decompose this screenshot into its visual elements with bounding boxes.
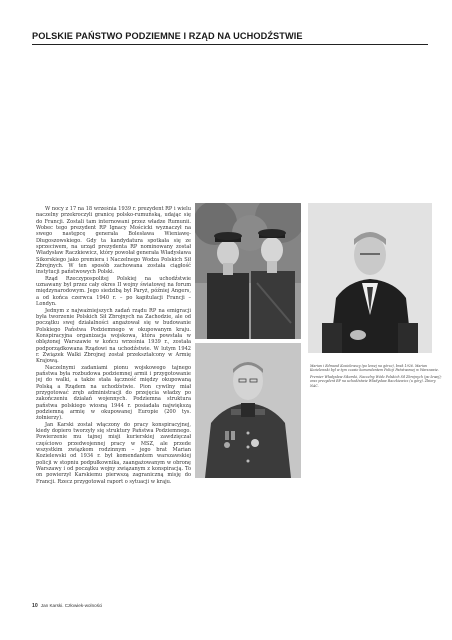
photo-caption [310,364,442,390]
paragraph: Jan Karski został włączony do pracy konspiracyjnej, kiedy dopiero tworzyły się struktury Państwa Podziemnego. Powierzenie mu tajnej misji kurierskiej zawdzięczał częściowo przedwojennej pracy w MSZ, ale przede wszystkim związkom rodzinnym – jego brat Marian Kozielewski od 1934 r. był komendantem warszawskiej policji w stopniu podpułkownika, zaangażowanym w obronę Warszawy i od początku wojny związanym z konspiracją. To on powierzył Karskiemu pierwszą zagraniczną misję do Francji. Rzecz przygotował raport o sytuacji w kraju. [36,421,191,485]
section-title: POLSKIE PAŃSTWO PODZIEMNE I RZĄD NA UCHODŹSTWIE [32,31,303,41]
photo-seated-man [308,203,432,353]
caption-line: Premier Władysław Sikorski, Naczelny Wódz Polskich Sił Zbrojnych (po lewej); oraz prezydent RP na uchodźstwie Władysław Raczkiewicz (u góry). Zbiory NAC. [310,374,442,388]
paragraph: Naczelnymi zadaniami pionu wojskowego tajnego państwa była rozbudowa podziemnej armii i przygotowanie jej do walki, a także stała łączność między okupowaną Polską a Rządem na uchodźstwie. Pion cywilny miał przygotować zręb administracji do przejęcia władzy po zakończeniu działań wojennych. Podziemna struktura państwa polskiego wiosną 1944 r. posiadała największą podziemną armię w okupowanej Europie (200 tys. żołnierzy). [36,364,191,422]
paragraph: Jednym z najważniejszych zadań rządu RP na emigracji była tworzenie Polskich Sił Zbrojnych na Zachodzie, ale od początku swej działalności angażował się w budowanie Polskiego Państwa Podziemnego w okupowanym kraju. Konspiracyjna organizacja wojskowa, która powstała w oblężonej Warszawie w końcu września 1939 r., została podporządkowana Rządowi na uchodźstwie. W lutym 1942 r. Związek Walki Zbrojnej został przekształcony w Armię Krajową. [36,307,191,365]
paragraph: Rząd Rzeczypospolitej Polskiej na uchodźstwie uznawany był przez cały okres II wojny światowej na forum międzynarodowym. Jego siedzibą był Paryż, później Angers, a od końca czerwca 1940 r. – po kapitulacji Francji – Londyn. [36,275,191,308]
caption-line: Marian i Edmund Kozielewscy (po lewej na górze), brak 1926. Marian Kozielewski był w tym czasie komendantem Policji Państwowej w Warszawie. [310,364,439,373]
running-title: Jan Karski. Człowiek-wolności [40,603,103,608]
paragraph: W nocy z 17 na 18 września 1939 r. prezydent RP i wielu naczelny przekroczyli granicę polsko-rumuńską, udając się do Francji. Zostali tam internowani przez władze Rumunii. Wobec tego prezydent RP Ignacy Mościcki wyznaczył na swego następcę generała Bolesława Wieniawę-Długoszowskiego. Gdy ta kandydatura spotkała się ze sprzeciwem, na urząd prezydenta RP nominowany został Władysław Raczkiewicz, który powołał generała Władysława Sikorskiego jako premiera i Naczelnego Wodza Polskich Sił Zbrojnych. W ten sposób zachowana została ciągłość instytucji państwowych Polski. [36,206,191,276]
article-body [36,206,191,588]
title-rule [32,44,428,45]
photo-two-men [195,203,301,339]
page-number: 10 [32,603,38,609]
page-footer [32,603,102,609]
photo-officer [195,343,301,478]
